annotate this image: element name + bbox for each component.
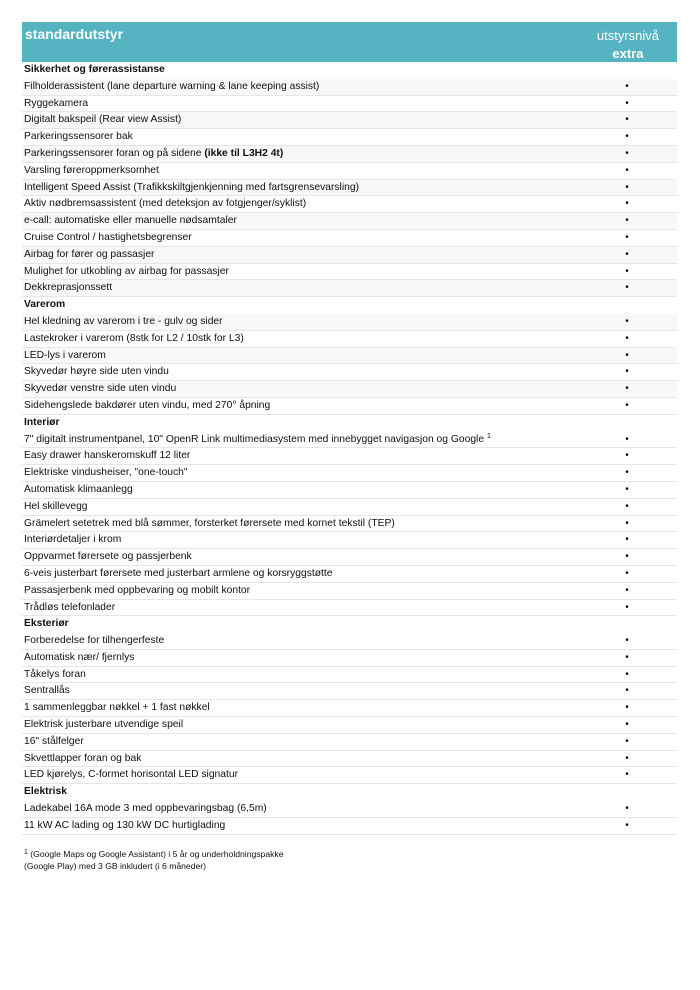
feature-label [24,600,115,617]
feature-label [24,112,181,129]
included-bullet: • [625,651,629,663]
feature-text: Digitalt bakspeil (Rear view Assist) [24,114,182,126]
table-row [22,633,677,650]
feature-text: Skyvedør venstre side uten vindu [24,383,177,395]
table-row [22,331,677,348]
feature-note: (ikke til L3H2 4t) [204,147,284,159]
feature-text: Grämelert setetrek med blå sømmer, forsterket førersete med kornet tekstil (TEP) [24,517,395,529]
table-header [22,22,677,62]
table-row [22,112,677,129]
feature-text: Intelligent Speed Assist (Trafikkskiltgjenkjenning med fartsgrensevarsling) [24,181,359,193]
included-bullet: • [625,702,629,714]
feature-label [24,717,183,734]
included-bullet: • [625,248,629,260]
equipment-level [597,27,659,63]
feature-label [24,734,84,751]
included-bullet: • [625,500,629,512]
table-row [22,180,677,197]
feature-text: Interiørdetaljer i krom [24,534,122,546]
table-row [22,482,677,499]
feature-label [24,432,491,449]
table-row [22,264,677,281]
feature-text: e-call: automatiske eller manuelle nødsamtaler [24,215,237,227]
included-bullet: • [625,534,629,546]
section-heading [22,784,677,801]
table-row [22,163,677,180]
feature-label [24,767,238,784]
feature-text: Skyvedør høyre side uten vindu [24,366,169,378]
included-bullet: • [625,735,629,747]
feature-label [24,129,133,146]
feature-text: Hel kledning av varerom i tre - gulv og sider [24,315,223,327]
feature-text: LED kjørelys, C-formet horisontal LED signatur [24,769,239,781]
feature-label [24,381,176,398]
feature-text: 11 kW AC lading og 130 kW DC hurtiglading [24,819,226,831]
table-row [22,583,677,600]
table-row [22,96,677,113]
included-bullet: • [625,601,629,613]
feature-label [24,247,154,264]
included-bullet: • [625,819,629,831]
feature-label [24,465,188,482]
feature-label [24,163,159,180]
included-bullet: • [625,635,629,647]
feature-label [24,213,237,230]
included-bullet: • [625,215,629,227]
feature-text: Cruise Control / hastighetsbegrenser [24,231,192,243]
table-row [22,79,677,96]
equipment-sheet [22,22,677,835]
table-row [22,129,677,146]
feature-label [24,566,332,583]
feature-label [24,633,164,650]
footnote-text-1: (Google Maps og Google Assistant) i 5 år og underholdningspakke [27,849,284,859]
table-row [22,683,677,700]
included-bullet: • [625,584,629,596]
table-row [22,213,677,230]
included-bullet: • [625,315,629,327]
table-row [22,432,677,449]
feature-label [24,801,267,818]
included-bullet: • [625,467,629,479]
included-bullet: • [625,181,629,193]
table-row [22,751,677,768]
included-bullet: • [625,265,629,277]
feature-label [24,79,319,96]
feature-label [24,146,283,163]
table-row [22,818,677,835]
equipment-table-body [22,62,677,835]
feature-label [24,818,225,835]
section-title: Sikkerhet og førerassistanse [24,64,165,75]
feature-text: Automatisk nær/ fjernlys [24,651,135,663]
feature-text: 7" digitalt instrumentpanel, 10" OpenR Link multimediasystem med innebygget navigasjon og Google [24,433,487,445]
table-row [22,381,677,398]
feature-text: Parkeringssensorer bak [24,131,133,143]
included-bullet: • [625,332,629,344]
section-heading [22,415,677,432]
table-row [22,801,677,818]
section-heading [22,297,677,314]
level-label: utstyrsnivå [596,28,659,43]
included-bullet: • [625,719,629,731]
feature-text: Automatisk klimaanlegg [24,483,133,495]
feature-label [24,751,141,768]
feature-label [24,532,121,549]
feature-label [24,348,106,365]
feature-text: Parkeringssensorer foran og på sidene [24,147,205,159]
footnote-line-1 [24,848,284,860]
table-row [22,717,677,734]
table-row [22,700,677,717]
table-title: standardutstyr [25,26,124,42]
feature-label [24,583,250,600]
feature-text: Mulighet for utkobling av airbag for passasjer [24,265,229,277]
feature-label [24,549,192,566]
feature-text: Sidehengslede bakdører uten vindu, med 270° åpning [24,399,271,411]
feature-text: Aktiv nødbremsassistent (med deteksjon av fotgjenger/syklist) [24,198,307,210]
section-heading [22,62,677,79]
included-bullet: • [625,483,629,495]
table-row [22,549,677,566]
feature-text: Forberedelse for tilhengerfeste [24,635,165,647]
feature-text: Passasjerbenk med oppbevaring og mobilt kontor [24,584,251,596]
table-row [22,667,677,684]
feature-label [24,180,359,197]
feature-label [24,499,88,516]
table-row [22,465,677,482]
table-row [22,600,677,617]
included-bullet: • [625,147,629,159]
feature-label [24,448,190,465]
feature-text: Ryggekamera [24,97,89,109]
table-row [22,532,677,549]
included-bullet: • [625,803,629,815]
feature-text: Tåkelys foran [24,668,86,680]
section-heading [22,616,677,633]
feature-text: 1 sammenleggbar nøkkel + 1 fast nøkkel [24,702,210,714]
table-row [22,566,677,583]
feature-label [24,516,395,533]
included-bullet: • [625,366,629,378]
feature-text: Filholderassistent (lane departure warning & lane keeping assist) [24,80,320,92]
table-row [22,348,677,365]
section-title: Elektrisk [24,786,67,798]
feature-label [24,482,133,499]
feature-label [24,230,192,247]
table-row [22,734,677,751]
included-bullet: • [625,164,629,176]
feature-text: Hel skillevegg [24,500,88,512]
feature-text: Easy drawer hanskeromskuff 12 liter [24,450,191,462]
feature-label [24,196,306,213]
section-title: Varerom [24,299,66,311]
feature-label [24,314,223,331]
feature-text: Lastekroker i varerom (8stk for L2 / 10stk for L3) [24,332,244,344]
feature-label [24,280,112,297]
feature-text: Sentrallås [24,685,70,697]
feature-label [24,650,134,667]
included-bullet: • [625,349,629,361]
table-row [22,247,677,264]
table-row [22,230,677,247]
variant-label: extra [612,46,644,61]
section-title: Eksteriør [24,618,69,630]
table-row [22,767,677,784]
table-row [22,196,677,213]
included-bullet: • [625,231,629,243]
footnote-line-2: (Google Play) med 3 GB inkludert (i 6 måneder) [24,861,206,871]
included-bullet: • [625,450,629,462]
included-bullet: • [625,97,629,109]
feature-label [24,96,88,113]
feature-text: 6-veis justerbart førersete med justerbart armlene og korsryggstøtte [24,567,333,579]
feature-label [24,667,86,684]
included-bullet: • [625,131,629,143]
table-row [22,146,677,163]
included-bullet: • [625,114,629,126]
footnote-reference: 1 [486,432,491,440]
table-row [22,280,677,297]
feature-text: Varsling føreroppmerksomhet [24,164,159,176]
table-row [22,499,677,516]
footnote-marker: 1 [24,849,28,856]
feature-text: Skvettlapper foran og bak [24,752,142,764]
included-bullet: • [625,668,629,680]
feature-label [24,398,270,415]
included-bullet: • [625,282,629,294]
feature-label [24,331,244,348]
feature-text: Airbag for fører og passasjer [24,248,155,260]
feature-text: Elektrisk justerbare utvendige speil [24,719,184,731]
included-bullet: • [625,685,629,697]
feature-label [24,264,229,281]
table-row [22,448,677,465]
feature-text: Trådløs telefonlader [24,601,116,613]
included-bullet: • [625,769,629,781]
included-bullet: • [625,399,629,411]
footnote [24,848,284,872]
feature-label [24,683,70,700]
feature-text: 16" stålfelger [24,735,84,747]
included-bullet: • [625,517,629,529]
table-row [22,650,677,667]
table-row [22,398,677,415]
table-row [22,364,677,381]
feature-label [24,700,210,717]
section-title: Interiør [24,416,60,428]
included-bullet: • [625,198,629,210]
feature-text: Dekkreprasjonssett [24,282,113,294]
included-bullet: • [625,433,629,445]
feature-text: Ladekabel 16A mode 3 med oppbevaringsbag (6,5m) [24,803,267,815]
included-bullet: • [625,567,629,579]
feature-label [24,364,169,381]
included-bullet: • [625,383,629,395]
table-row [22,314,677,331]
table-row [22,516,677,533]
feature-text: LED-lys i varerom [24,349,106,361]
included-bullet: • [625,551,629,563]
feature-text: Elektriske vindusheiser, "one-touch" [24,467,188,479]
included-bullet: • [625,752,629,764]
included-bullet: • [625,80,629,92]
feature-text: Oppvarmet førersete og passjerbenk [24,551,192,563]
